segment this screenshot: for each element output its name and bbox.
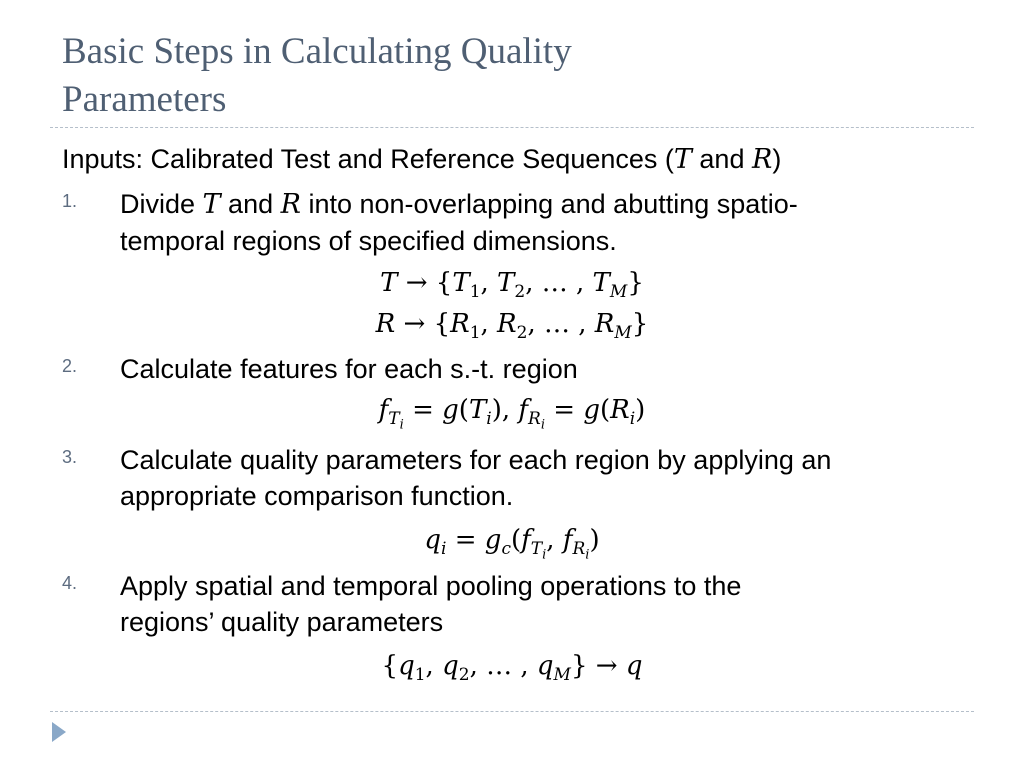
step-3-number: 3.	[62, 447, 78, 467]
step-2-number: 2.	[62, 356, 78, 376]
step-3-text-line-1: Calculate quality parameters for each region by applying an	[120, 445, 832, 475]
title-divider	[50, 127, 974, 128]
step-4-text-line-2: regions’ quality parameters	[120, 607, 444, 637]
step-1-text-b: into non-overlapping and abutting spatio-	[300, 189, 798, 219]
step-3-text-line-2: appropriate comparison function.	[120, 481, 514, 511]
equation-features: $f_{T_i} = g(T_i)$, $f_{R_i} = g(R_i)$	[378, 395, 646, 433]
step-1-text	[120, 186, 950, 259]
step-1-number: 1.	[62, 191, 78, 211]
step-1-text-a: Divide	[120, 189, 203, 219]
step-4-number: 4.	[62, 573, 78, 593]
equation-partition-r: $R \to \{R_1$, $R_2$, … , $R_M$}	[375, 309, 649, 344]
play-arrow-icon	[52, 722, 66, 742]
slide-title	[62, 28, 962, 124]
inputs-line	[62, 140, 962, 179]
step-1-text-line-2: temporal regions of specified dimensions.	[120, 226, 617, 256]
inputs-suffix: )	[772, 144, 782, 174]
equation-comparison: $q_i = g_c(f_{T_i}$, $f_{R_i}$)	[424, 525, 600, 563]
step-1-var-t: T	[202, 189, 221, 220]
inputs-and: and	[691, 144, 752, 174]
step-1-var-r: R	[280, 189, 301, 220]
inputs-var-r: R	[751, 144, 773, 175]
equation-pooling: {$q_1$, $q_2$, … , $q_M\} \to q$	[381, 651, 643, 686]
footer-divider	[50, 711, 974, 712]
inputs-var-t: T	[673, 144, 692, 175]
equation-partition-t: $T \to \{T_1$, $T_2$, … , $T_M$}	[380, 268, 644, 303]
step-3-text	[120, 442, 950, 514]
slide-title-line-2: Parameters	[62, 79, 227, 120]
step-1-and: and	[220, 189, 281, 219]
step-4-text-line-1: Apply spatial and temporal pooling operations to the	[120, 571, 742, 601]
inputs-prefix: Inputs: Calibrated Test and Reference Sequences (	[62, 144, 674, 174]
slide-title-line-1: Basic Steps in Calculating Quality	[62, 31, 572, 72]
step-4-text	[120, 568, 950, 640]
step-2-text: Calculate features for each s.-t. region	[120, 354, 578, 384]
